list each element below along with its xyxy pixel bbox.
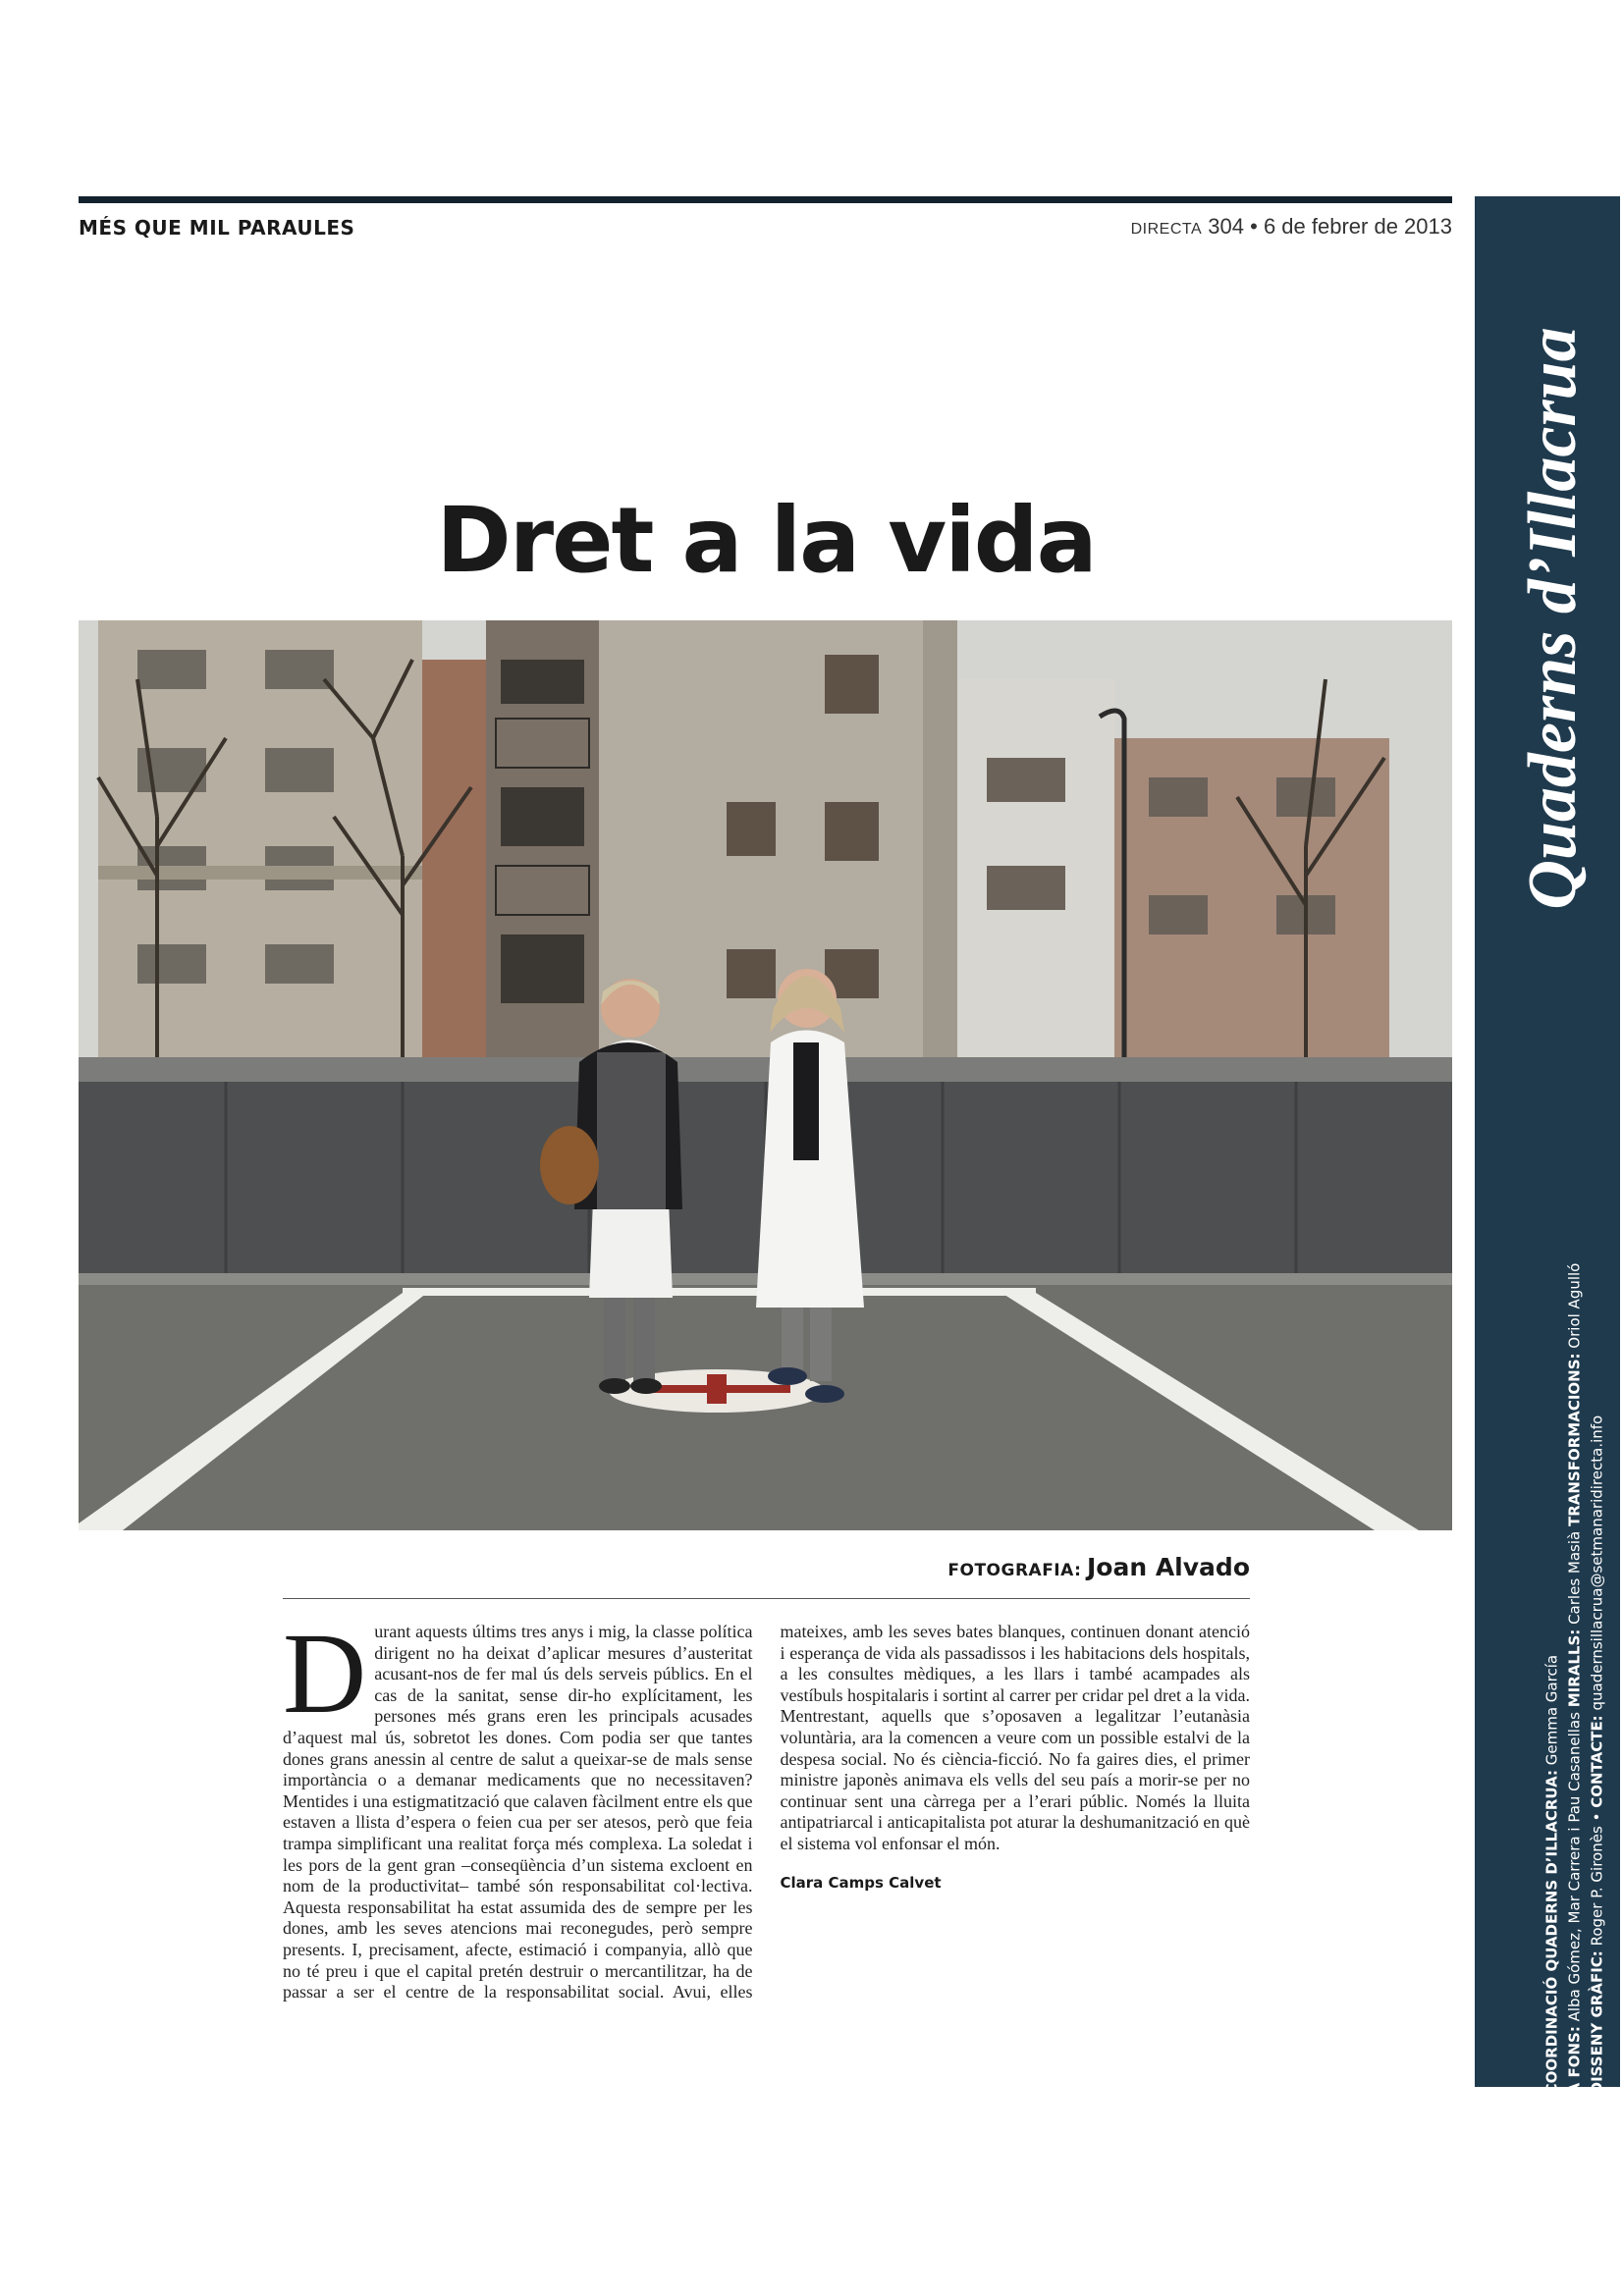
- sidebar-title: Quaderns d’Illacrua: [1515, 327, 1591, 910]
- credit-separator: •: [1588, 1812, 1606, 1822]
- credit-line-2: [1564, 1263, 1587, 2095]
- issue-separator: •: [1250, 214, 1258, 239]
- credit-label: TRANSFORMACIONS:: [1565, 1353, 1584, 1527]
- issue-line: [1131, 214, 1452, 240]
- credit-line-1: [1542, 1263, 1564, 2095]
- credit-value: Carles Masià: [1565, 1530, 1584, 1625]
- photo-credit-name: Joan Alvado: [1086, 1553, 1250, 1581]
- cover-photo: [79, 620, 1452, 1530]
- publication-name: DIRECTA: [1130, 221, 1203, 238]
- credit-line-3: [1587, 1263, 1609, 2095]
- credit-label: CONTACTE:: [1588, 1715, 1606, 1808]
- article-body: [283, 1609, 1250, 2004]
- article-text: urant aquests últims tres anys i mig, la classe política dirigent no ha deixat d’aplicar mesures d’austeritat acusant-nos de fer mal ús dels serveis públics. En el cas de la sanitat, sense dir-ho explícitament, les persones més grans eren les principals acusades d’aquest mal ús, sobretot les dones. Com podia ser que tantes dones grans anessin al centre de salut a queixar-se de mals sense importància o a demanar medicaments que no necessitaven? Mentides i una estigmatització que calaven fàcilment entre els que estaven a llista d’espera o feien cua per ser atesos, però que feia trampa simplificant una realitat força més complexa. La soledat i les pors de la gent gran –conseqüència d’un sistema excloent en nom de la productivitat– també són responsabilitat col·lectiva. Aquesta responsabilitat ha estat assumida des de sempre per les dones, amb les seves atencions mai reconegudes, però sempre presents. I, precisament, afecte, estimació i companyia, allò que no té preu i que el capital pretén destruir o mercantilitzar, ha de passar a ser el centre de la responsabilitat social. Avui, elles mateixes, amb les seves bates blanques, continuen donant atenció i esperança de vida als passadissos i les habitacions dels hospitals, a les consultes mèdiques, a les llars i també acampades als vestíbuls hospitalaris i sortint al carrer per cridar pel dret a la vida. Mentrestant, aquells que s’oposaven a legalitzar l’eutanàsia voluntària, ara la comencen a veure com un possible estalvi de la despesa social. No és ciència-ficció. No fa gaires dies, el primer ministre japonès animava els vells del seu país a morir-se per no continuar sent una càrrega per a l’erari públic. Només la lluita antipatriarcal i anticapitalista pot aturar la deshumanització en què el sistema vol enfonsar el món.: [283, 1622, 1250, 2002]
- credit-label: A FONS:: [1565, 2026, 1584, 2095]
- section-label: MÉS QUE MIL PARAULES: [79, 216, 355, 240]
- top-rule: [79, 196, 1452, 203]
- credit-value: Gemma García: [1542, 1654, 1561, 1766]
- sidebar-credits: [1542, 1263, 1609, 2095]
- credit-label: COORDINACIÓ QUADERNS D’ILLACRUA:: [1542, 1770, 1561, 2095]
- credit-label: DISSENY GRÀFIC:: [1588, 1950, 1606, 2095]
- credit-divider: [283, 1598, 1250, 1599]
- contact-email[interactable]: quadernsillacrua@setmanaridirecta.info: [1588, 1415, 1606, 1711]
- article-byline: Clara Camps Calvet: [780, 1873, 942, 1892]
- photo-credit-label: FOTOGRAFIA:: [947, 1561, 1082, 1580]
- issue-date: 6 de febrer de 2013: [1263, 214, 1452, 239]
- credit-value: Oriol Agulló: [1565, 1262, 1584, 1349]
- drop-cap: D: [283, 1609, 367, 1737]
- article-paragraph: [283, 1609, 1250, 2004]
- issue-number: 304: [1208, 214, 1244, 239]
- page-title: Dret a la vida: [436, 488, 1096, 593]
- credit-value: Roger P. Gironès: [1588, 1826, 1606, 1947]
- credit-label: MIRALLS:: [1565, 1629, 1584, 1708]
- credit-value: Alba Gómez, Mar Carrera i Pau Casanellas: [1565, 1712, 1584, 2022]
- photo-credit: [947, 1553, 1250, 1581]
